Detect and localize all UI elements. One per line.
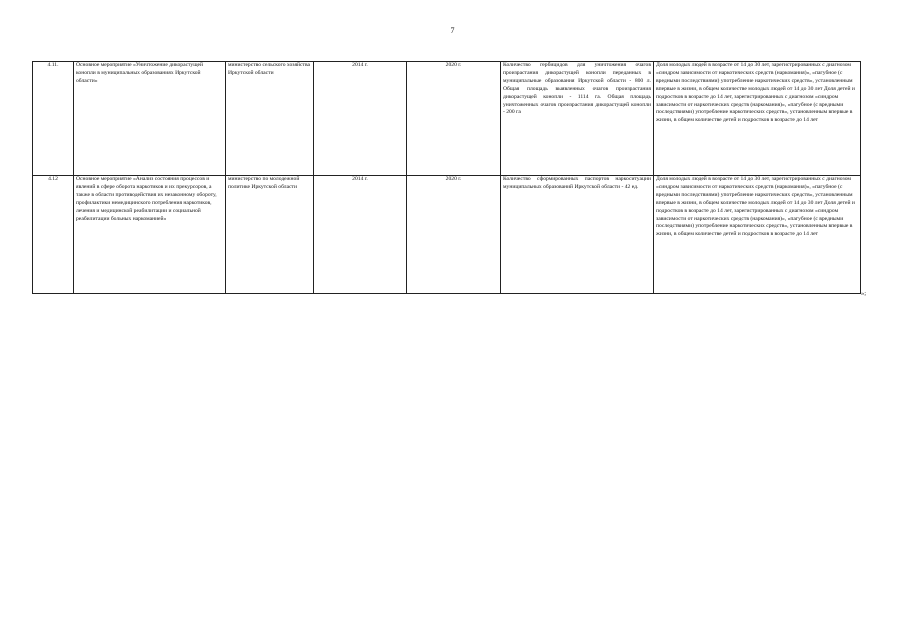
end-year: 2020 г.: [407, 62, 501, 176]
page-number: 7: [450, 26, 455, 35]
event-name: Основное мероприятие «Анализ состояния процессов и явлений в сфере оборота наркотиков и их прекурсоров, а также в области противодействия их незаконному обороту, профилактики немедицинского потребления наркотиков, лечения и медицинской реабилитации и социальной реабилитации больных наркоманией»: [74, 176, 226, 294]
table-row: [33, 62, 861, 176]
program-table: [32, 61, 861, 294]
row-number: 4.12: [33, 176, 74, 294]
end-year: 2020 г.: [407, 176, 501, 294]
table-row: [33, 176, 861, 294]
row-number: 4.11.: [33, 62, 74, 176]
executor: министерство сельского хозяйства Иркутской области: [226, 62, 314, 176]
event-name: Основное мероприятие «Уничтожение дикорастущей конопли в муниципальных образованиях Иркутской области»: [74, 62, 226, 176]
executor: министерство по молодежной политике Иркутской области: [226, 176, 314, 294]
target-indicators: Доля молодых людей в возрасте от 14 до 30 лет, зарегистрированных с диагнозом «синдром зависимости от наркотических средств (наркомания)», «пагубное (с вредными последствиями) употребление наркотических средств», установленным впервые в жизни, в общем количестве молодых людей от 14 до 30 лет Доля детей и подростков в возрасте до 14 лет, зарегистрированных с диагнозом «синдром зависимости от наркотических средств (наркомания)», «пагубное (с вредными последствиями) употребление наркотических средств», установленным впервые в жизни, в общем количестве детей и подростков в возрасте до 14 лет: [654, 176, 861, 294]
closing-quote-mark: »;: [861, 290, 867, 297]
expected-result: Количество сформированных паспортов наркоситуации муниципальных образований Иркутской области - 42 ед.: [501, 176, 654, 294]
start-year: 2014 г.: [314, 176, 407, 294]
start-year: 2014 г.: [314, 62, 407, 176]
target-indicators: Доля молодых людей в возрасте от 14 до 30 лет, зарегистрированных с диагнозом «синдром зависимости от наркотических средств (наркомания)», «пагубное (с вредными последствиями) употребление наркотических средств», установленным впервые в жизни, в общем количестве молодых людей от 14 до 30 лет Доля детей и подростков в возрасте до 14 лет, зарегистрированных с диагнозом «синдром зависимости от наркотических средств (наркомания)», «пагубное (с вредными последствиями) употребление наркотических средств», установленным впервые в жизни, в общем количестве детей и подростков в возрасте до 14 лет: [654, 62, 861, 176]
expected-result: Количество гербицидов для уничтожения очагов произрастания дикорастущей конопли переданных в муниципальные образования Иркутской области - 800 л. Общая площадь выявленных очагов произрастания дикорастущей конопли - 1114 га. Общая площадь уничтоженных очагов произрастания дикорастущей конопли - 200 га: [501, 62, 654, 176]
